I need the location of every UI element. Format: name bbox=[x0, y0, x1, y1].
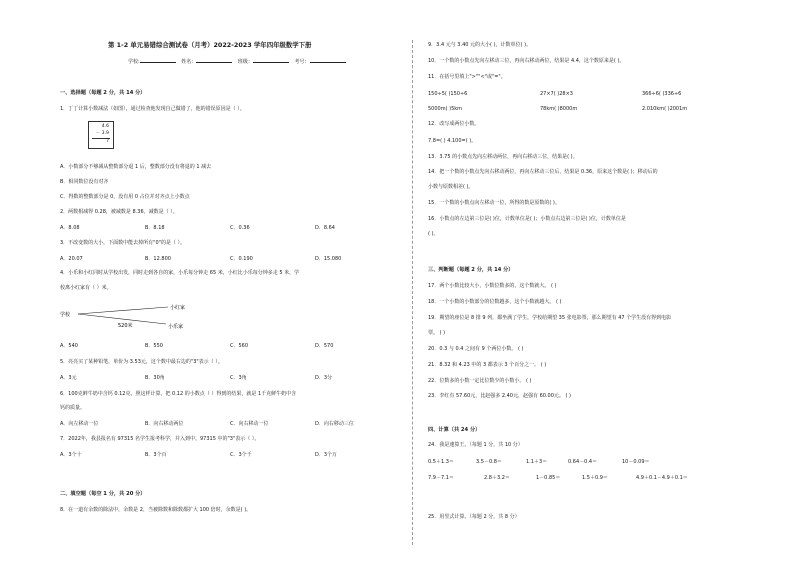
question-19: 19．期望的座位是 8 排 9 列，都坐满了学生，学校给期望 35 张电影票，那么期望有 47 个学生没有得到电影 bbox=[428, 315, 672, 321]
section-choice-heading: 一、选择题（每题 2 分，共 14 分） bbox=[60, 90, 146, 96]
question-1: 1．丁丁计算小数减法（如图），通过检查他发现自己做错了，他的错误原因是（ ）。 bbox=[60, 106, 245, 112]
question-21: 21．8.32 和 4.23 中的 3 都表示 3 个百分之一。 ( ) bbox=[428, 362, 547, 368]
question-3: 3．不改变数的大小，下面数中能去掉所有"0"的是（ ）。 bbox=[60, 240, 186, 246]
q11-compare-3[interactable]: 366÷6( )336÷6 bbox=[642, 91, 682, 97]
question-4-cont: 校离小红家有（ ）米。 bbox=[60, 285, 112, 291]
q1-option-a[interactable]: A．小数部分不够减从整数部分退 1 后，整数部分没有将退的 1 减去 bbox=[60, 164, 212, 170]
route-to-hong bbox=[78, 307, 168, 314]
q6-option-c[interactable]: C．向右移动一位 bbox=[230, 421, 269, 427]
subtraction-figure bbox=[88, 121, 114, 149]
q5-option-c[interactable]: C．3角 bbox=[230, 375, 247, 381]
q4-option-b[interactable]: B．550 bbox=[145, 343, 163, 349]
q6-option-d[interactable]: D．向右移动三位 bbox=[315, 421, 354, 427]
q7-option-a[interactable]: A．3个十 bbox=[60, 452, 82, 458]
q4-option-a[interactable]: A．540 bbox=[60, 343, 78, 349]
q11-compare-4[interactable]: 5000m( )5km bbox=[428, 106, 463, 112]
q3-option-d[interactable]: D．15.080 bbox=[315, 256, 342, 262]
q6-options bbox=[60, 422, 400, 427]
q24-item-9[interactable]: 1.5＋0.9＝ bbox=[582, 475, 608, 481]
column-divider bbox=[412, 40, 413, 545]
school-label: 学校: bbox=[128, 59, 140, 65]
q24-item-10[interactable]: 4.9＋0.1－4.9＋0.1＝ bbox=[636, 475, 688, 481]
q3-option-b[interactable]: B．12.800 bbox=[145, 256, 171, 262]
q24-item-8[interactable]: 1－0.85＝ bbox=[536, 475, 561, 481]
q7-option-b[interactable]: B．3个百 bbox=[145, 452, 167, 458]
question-8: 8．在一道有余数的除法中，余数是 2，当被除数和除数都扩大 100 倍时，余数是( )。 bbox=[60, 507, 252, 513]
q3-options bbox=[60, 257, 400, 262]
question-10: 10．一个数的小数点先向左移动三位，再向右移动两位，结果是 4.4，这个数原来是( )。 bbox=[428, 58, 625, 64]
q5-option-d[interactable]: D．3分 bbox=[315, 375, 333, 381]
q4-option-c[interactable]: C．560 bbox=[230, 343, 249, 349]
question-4: 4．小乐和小红同时从学校出发，同时走到各自的家，小乐每分钟走 65 米，小红比小乐每分钟多走 5 米，学 bbox=[60, 270, 300, 276]
q3-option-a[interactable]: A．20.07 bbox=[60, 256, 83, 262]
school-node: 学校 bbox=[60, 312, 71, 318]
q11-compare-6[interactable]: 2.010km( )2001m bbox=[642, 106, 688, 112]
exam-number-label: 考号： bbox=[294, 59, 310, 65]
q1-option-c[interactable]: C．得数的整数部分是 0，没有用 0 占位并对齐点上小数点 bbox=[60, 194, 190, 200]
q24-item-5[interactable]: 10－0.09＝ bbox=[622, 459, 650, 465]
q4-option-d[interactable]: D．570 bbox=[315, 343, 334, 349]
question-13: 13．3.75 的小数点先向左移动两位，再向右移动三位，结果是( )。 bbox=[428, 154, 578, 160]
q5-options bbox=[60, 376, 400, 381]
q7-options bbox=[60, 453, 400, 458]
question-12: 12．改写成两位小数。 bbox=[428, 121, 480, 127]
q6-option-a[interactable]: A．向左移动一位 bbox=[60, 421, 99, 427]
question-17: 17．两个小数比较大小，小数位数多的，这个数就大。 ( ) bbox=[428, 283, 557, 289]
q7-option-c[interactable]: C．3个千 bbox=[230, 452, 252, 458]
q2-option-a[interactable]: A．8.08 bbox=[60, 225, 80, 231]
figure-subtrahend: － 3.9 bbox=[95, 131, 109, 136]
left-column bbox=[60, 0, 402, 562]
hong-home-node: 小红家 bbox=[170, 305, 186, 311]
q6-option-b[interactable]: B．向右移动两位 bbox=[145, 421, 184, 427]
page-title: 第 1-2 单元易错综合测试卷（月考）2022-2023 学年四年级数学下册 bbox=[108, 41, 312, 49]
question-7: 7．2022年，我县报名有 97315 名学生报考科学，并入到中。97315 中的"3"表示（ ）。 bbox=[60, 436, 260, 442]
question-5: 5．亮亮买了某种铅笔，单价为 3.53元，这个数中最右边的"3"表示（ ）。 bbox=[60, 359, 223, 365]
q24-item-3[interactable]: 1.1＋3＝ bbox=[526, 459, 548, 465]
route-diagram bbox=[60, 303, 260, 335]
q7-option-d[interactable]: D．3个万 bbox=[315, 452, 338, 458]
q5-option-a[interactable]: A．3元 bbox=[60, 375, 77, 381]
q2-options bbox=[60, 226, 400, 231]
q4-options bbox=[60, 344, 400, 349]
q11-compare-5[interactable]: 78km( )8000m bbox=[540, 106, 578, 112]
distance-label: 520米 bbox=[118, 323, 133, 329]
question-23: 23．李红有 57.60元，比赵强多 2.40元，赵强有 60.00元。 ( ) bbox=[428, 393, 571, 399]
question-6: 6．100克鲜牛奶中含钙 0.12克，照这样计算，把 0.12 的小数点（ ）得到的结果，就是 1千克鲜牛奶中含 bbox=[60, 391, 297, 397]
question-20: 20．0.3 与 0.4 之间有 9 个两位小数。 ( ) bbox=[428, 346, 524, 352]
question-22: 22．位数多的小数一定比位数少的小数小。 ( ) bbox=[428, 378, 532, 384]
q24-item-7[interactable]: 2.8＋3.2＝ bbox=[484, 475, 510, 481]
q2-option-b[interactable]: B．8.18 bbox=[145, 225, 165, 231]
q1-option-b[interactable]: B．相同数位没有对齐 bbox=[60, 179, 109, 185]
question-25: 25．用竖式计算。（每题 2 分，共 8 分） bbox=[428, 514, 520, 520]
q24-item-2[interactable]: 3.5－0.8＝ bbox=[476, 459, 502, 465]
right-column bbox=[428, 0, 758, 562]
q11-compare-2[interactable]: 27×7( )28×3 bbox=[540, 91, 573, 97]
class-label: 班级： bbox=[237, 59, 253, 65]
question-18: 18．一个小数的小数部分的位数越多，这个小数就越大。 ( ) bbox=[428, 299, 562, 305]
question-12-answers[interactable]: 7.8=( ) 4.100=( )。 bbox=[428, 138, 477, 144]
question-2: 2．两数相减得 0.28，被减数是 8.36，减数是（ ）。 bbox=[60, 209, 178, 215]
question-11: 11．在括号里填上">""<"或"="。 bbox=[428, 74, 506, 80]
question-6-cont: 钙的质量。 bbox=[60, 405, 86, 411]
q24-item-1[interactable]: 0.5＋1.3＝ bbox=[428, 459, 454, 465]
q5-option-b[interactable]: B．30角 bbox=[145, 375, 165, 381]
question-16: 16．小数点的左边第三位是( )位，计数单位是( )；小数点右边第三位是( )位，计数单位是 bbox=[428, 216, 626, 222]
le-home-node: 小乐家 bbox=[168, 324, 184, 330]
q3-option-c[interactable]: C．0.190 bbox=[230, 256, 253, 262]
q24-item-4[interactable]: 0.64－0.4＝ bbox=[568, 459, 598, 465]
name-label: 姓名： bbox=[181, 59, 197, 65]
q11-row-1 bbox=[428, 92, 681, 97]
q11-compare-1[interactable]: 150÷5( )150÷6 bbox=[428, 91, 468, 97]
figure-minuend: 4.6 bbox=[101, 124, 109, 129]
q2-option-c[interactable]: C．0.36 bbox=[230, 225, 250, 231]
question-9: 9．3.4 元与 3.40 元的大小( )，计数单位( )。 bbox=[428, 42, 532, 48]
section-calc-heading: 四、计算（共 24 分） bbox=[428, 427, 481, 433]
q24-row-2 bbox=[428, 476, 688, 481]
section-fill-heading: 二、填空题（每空 1 分，共 20 分） bbox=[60, 491, 146, 497]
question-15: 15．一个数的小数点向左移动一位，所得的数是原数的( )。 bbox=[428, 200, 560, 206]
question-14: 14．把一个数的小数点先向右移动两位，再向左移动三位后，结果是 0.36，原来这个数是( )；移动后的 bbox=[428, 169, 658, 175]
question-24: 24．我是速算王。（每题 1 分，共 10 分） bbox=[428, 442, 523, 448]
q11-row-2 bbox=[428, 107, 687, 112]
q2-option-d[interactable]: D．8.64 bbox=[315, 225, 335, 231]
question-16-cont: ( )。 bbox=[428, 231, 439, 237]
figure-result: 7 bbox=[106, 139, 109, 144]
question-14-cont: 小数与原数相差( )。 bbox=[428, 184, 474, 190]
question-19-cont: 票。 ( ) bbox=[428, 330, 446, 336]
section-judge-heading: 三、判断题（每题 2 分，共 14 分） bbox=[428, 267, 514, 273]
q24-item-6[interactable]: 7.9－7.1＝ bbox=[428, 475, 454, 481]
q24-row-1 bbox=[428, 460, 650, 465]
